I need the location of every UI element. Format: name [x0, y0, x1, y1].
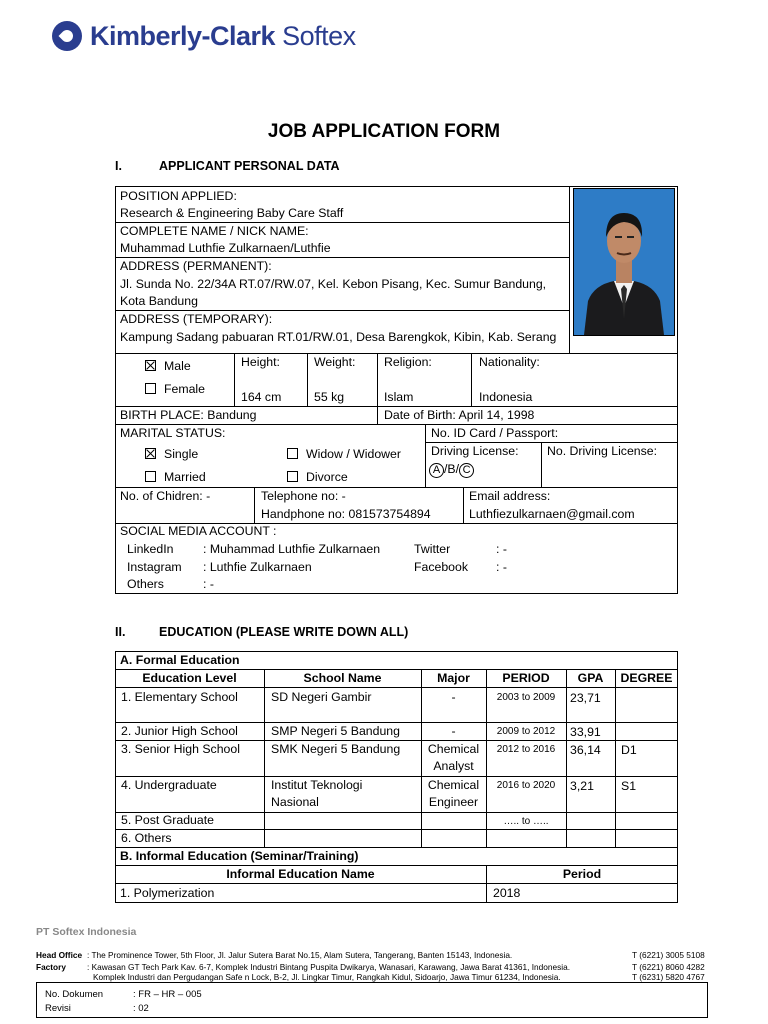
linkedin-value[interactable]: : Muhammad Luthfie Zulkarnaen	[203, 542, 381, 556]
gender-female-option[interactable]	[145, 381, 205, 398]
logo-mark-icon	[52, 21, 82, 51]
gender-male-option[interactable]	[145, 358, 191, 375]
marital-widow-option[interactable]	[287, 446, 401, 463]
table-row-period[interactable]: 2012 to 2016	[496, 744, 556, 755]
table-row-period[interactable]: ….. to …..	[503, 816, 549, 827]
email-label: Email address:	[469, 489, 551, 503]
table-row-level: 5. Post Graduate	[121, 813, 214, 827]
table-row-gpa[interactable]: 36,14	[570, 743, 601, 757]
table-row-major[interactable]: Chemical	[427, 742, 480, 756]
section-1-number: I.	[115, 159, 122, 173]
male-label: Male	[164, 359, 191, 373]
id-card-label: No. ID Card / Passport:	[431, 426, 559, 440]
widow-checkbox[interactable]	[287, 448, 298, 459]
name-value[interactable]: Muhammad Luthfie Zulkarnaen/Luthfie	[120, 241, 331, 255]
brand-sub: Softex	[282, 20, 356, 51]
female-label: Female	[164, 382, 206, 396]
driving-type-c[interactable]: C	[459, 463, 474, 478]
single-checkbox[interactable]	[145, 448, 156, 459]
table-row-major[interactable]: Chemical	[427, 778, 480, 792]
table-row-major[interactable]: -	[451, 690, 456, 704]
table-row-school[interactable]: SD Negeri Gambir	[271, 690, 372, 704]
weight-value[interactable]: 55 kg	[314, 390, 345, 404]
table-row-school[interactable]: Institut Teknologi	[271, 778, 363, 792]
married-label: Married	[164, 470, 206, 484]
table-row-school-line2[interactable]: Nasional	[271, 795, 319, 809]
marital-single-option[interactable]	[145, 446, 198, 463]
footer-head-label: Head Office	[36, 950, 83, 960]
table-row-major[interactable]: -	[451, 724, 456, 738]
others-value[interactable]: : -	[203, 577, 214, 591]
company-logo	[52, 18, 356, 54]
others-label: Others	[127, 577, 164, 591]
table-row-period[interactable]: 2003 to 2009	[496, 692, 556, 703]
table-row-gpa[interactable]: 3,21	[570, 779, 594, 793]
doc-number-label: No. Dokumen	[45, 989, 104, 1000]
table-row-level: 4. Undergraduate	[121, 778, 217, 792]
height-label: Height:	[241, 355, 280, 369]
footer-factory-phone1: T (6221) 8060 4282	[632, 962, 705, 972]
applicant-photo	[573, 188, 675, 336]
female-checkbox[interactable]	[145, 383, 156, 394]
footer-factory-label: Factory	[36, 962, 66, 972]
driving-license-number-label: No. Driving License:	[547, 444, 658, 458]
widow-label: Widow / Widower	[306, 447, 401, 461]
marital-divorce-option[interactable]	[287, 469, 348, 486]
informal-col-header-period: Period	[562, 867, 602, 881]
telephone[interactable]: Telephone no: -	[261, 489, 346, 503]
table-row-degree[interactable]: S1	[621, 779, 637, 793]
table-row-level: 3. Senior High School	[121, 742, 240, 756]
col-header-gpa: GPA	[577, 671, 604, 685]
section-2-number: II.	[115, 625, 126, 639]
table-row-gpa[interactable]: 23,71	[570, 691, 601, 705]
footer-company: PT Softex Indonesia	[36, 926, 137, 938]
logo-text	[90, 21, 356, 52]
footer-head-text: : The Prominence Tower, 5th Floor, Jl. Jalur Sutera Barat No.15, Alam Sutera, Tangerang, Banten 15143, Indonesia.	[87, 950, 513, 960]
address-permanent-line1[interactable]: Jl. Sunda No. 22/34A RT.07/RW.07, Kel. Kebon Pisang, Kec. Sumur Bandung,	[120, 277, 547, 291]
page-title: JOB APPLICATION FORM	[267, 121, 501, 142]
nationality-value[interactable]: Indonesia	[479, 390, 533, 404]
doc-number-value: : FR – HR – 005	[133, 989, 202, 1000]
footer-factory-text2: Komplek Industri dan Pergudangan Safe n Lock, B-2, Jl. Lingkar Timur, Rangkah Kidul, Sidoarjo, Jawa Timur 61234, Indonesia.	[93, 972, 561, 982]
driving-type-b: /B/	[444, 462, 460, 476]
facebook-value[interactable]: : -	[496, 560, 507, 574]
informal-education-title: B. Informal Education (Seminar/Training)	[120, 849, 359, 863]
informal-row-period[interactable]: 2018	[493, 886, 521, 900]
address-permanent-label: ADDRESS (PERMANENT):	[120, 259, 272, 273]
footer-factory-text1: : Kawasan GT Tech Park Kav. 6-7, Komplek Industri Bintang Puspita Dwikarya, Wanasari, Karawang, Jawa Barat 41361, Indonesia.	[87, 962, 571, 972]
col-header-degree: DEGREE	[620, 671, 673, 685]
facebook-label: Facebook	[414, 560, 469, 574]
marital-status-label: MARITAL STATUS:	[120, 426, 226, 440]
nationality-label: Nationality:	[479, 355, 540, 369]
weight-label: Weight:	[314, 355, 356, 369]
section-2-label: EDUCATION (PLEASE WRITE DOWN ALL)	[159, 625, 409, 639]
address-temporary-label: ADDRESS (TEMPORARY):	[120, 312, 273, 326]
position-value[interactable]: Research & Engineering Baby Care Staff	[120, 206, 344, 220]
driving-type-a[interactable]: A	[429, 463, 444, 478]
table-row-major-line2[interactable]: Engineer	[428, 795, 479, 809]
table-row-major-line2[interactable]: Analyst	[433, 759, 474, 773]
children-count[interactable]: No. of Chidren: -	[120, 489, 211, 503]
email-value[interactable]: Luthfiezulkarnaen@gmail.com	[469, 507, 635, 521]
table-row-gpa[interactable]: 33,91	[570, 725, 601, 739]
divorce-label: Divorce	[306, 470, 348, 484]
instagram-label: Instagram	[127, 560, 182, 574]
revision-label: Revisi	[45, 1003, 71, 1014]
table-row-degree[interactable]: D1	[621, 743, 637, 757]
informal-row-name[interactable]: 1. Polymerization	[120, 886, 215, 900]
religion-label: Religion:	[384, 355, 432, 369]
marital-married-option[interactable]	[145, 469, 206, 486]
table-row-school[interactable]: SMP Negeri 5 Bandung	[271, 724, 400, 738]
driving-license-types[interactable]	[429, 461, 474, 478]
birth-place[interactable]: BIRTH PLACE: Bandung	[120, 408, 257, 422]
col-header-school: School Name	[303, 671, 382, 685]
address-temporary-value[interactable]: Kampung Sadang pabuaran RT.01/RW.01, Desa Barengkok, Kibin, Kab. Serang	[120, 330, 557, 344]
position-label: POSITION APPLIED:	[120, 189, 237, 203]
driving-license-label: Driving License:	[431, 444, 519, 458]
revision-value: : 02	[133, 1003, 149, 1014]
formal-education-title: A. Formal Education	[120, 653, 240, 667]
religion-value[interactable]: Islam	[384, 390, 414, 404]
section-1-label: APPLICANT PERSONAL DATA	[159, 159, 340, 173]
table-row-period[interactable]: 2009 to 2012	[496, 726, 556, 737]
table-row-level: 6. Others	[121, 831, 172, 845]
col-header-level: Education Level	[142, 671, 237, 685]
single-label: Single	[164, 447, 199, 461]
informal-col-header-name: Informal Education Name	[226, 867, 375, 881]
table-row-period[interactable]: 2016 to 2020	[496, 780, 556, 791]
social-media-label: SOCIAL MEDIA ACCOUNT :	[120, 524, 277, 538]
brand-main: Kimberly-Clark	[90, 20, 276, 51]
instagram-value[interactable]: : Luthfie Zulkarnaen	[203, 560, 312, 574]
divorce-checkbox[interactable]	[287, 471, 298, 482]
table-row-school[interactable]: SMK Negeri 5 Bandung	[271, 742, 401, 756]
twitter-value[interactable]: : -	[496, 542, 507, 556]
twitter-label: Twitter	[414, 542, 451, 556]
linkedin-label: LinkedIn	[127, 542, 174, 556]
male-checkbox[interactable]	[145, 360, 156, 371]
table-row-level: 2. Junior High School	[121, 724, 238, 738]
table-row-level: 1. Elementary School	[121, 690, 238, 704]
address-permanent-line2[interactable]: Kota Bandung	[120, 294, 198, 308]
footer-factory-phone2: T (6231) 5820 4767	[632, 972, 705, 982]
col-header-period: PERIOD	[502, 671, 550, 685]
handphone[interactable]: Handphone no: 081573754894	[261, 507, 431, 521]
height-value[interactable]: 164 cm	[241, 390, 282, 404]
name-label: COMPLETE NAME / NICK NAME:	[120, 224, 309, 238]
footer-head-phone: T (6221) 3005 5108	[632, 950, 705, 960]
col-header-major: Major	[437, 671, 470, 685]
married-checkbox[interactable]	[145, 471, 156, 482]
birth-date[interactable]: Date of Birth: April 14, 1998	[384, 408, 535, 422]
